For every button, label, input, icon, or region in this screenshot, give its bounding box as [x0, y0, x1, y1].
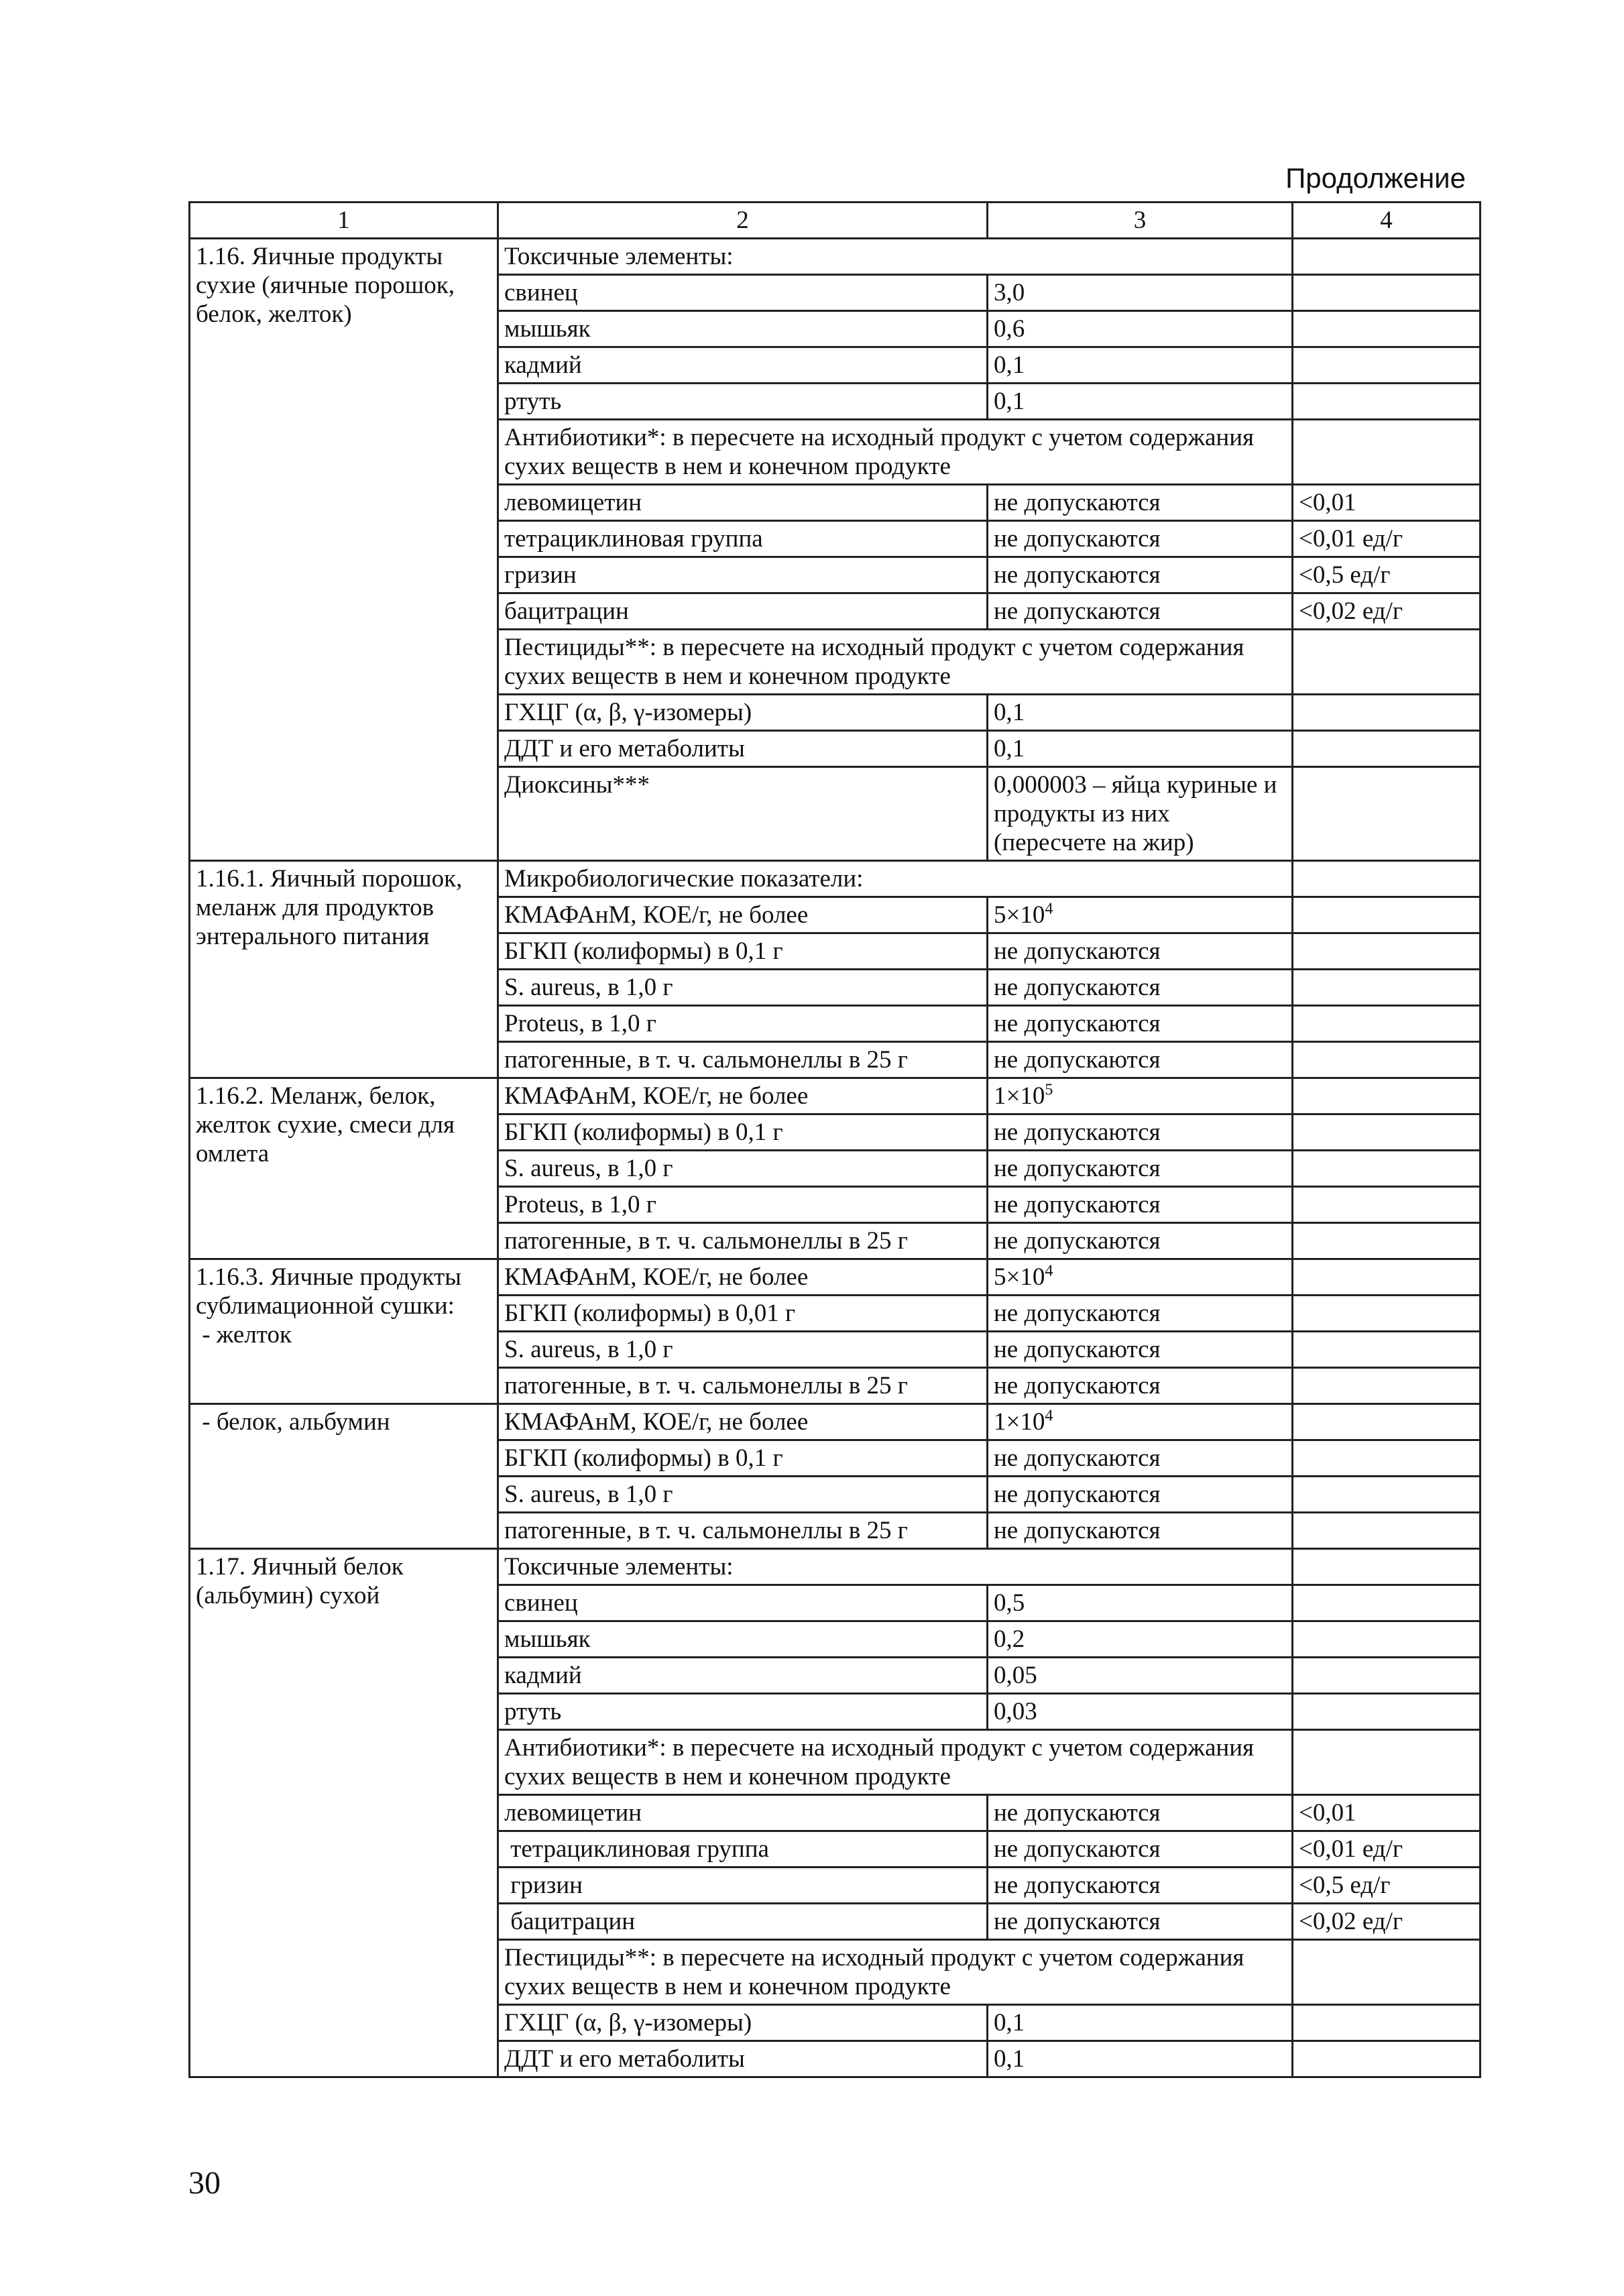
product-name-cell: - белок, альбумин: [190, 1404, 498, 1549]
exponent: 4: [1045, 1262, 1053, 1280]
note-cell: [1293, 1621, 1481, 1658]
note-cell: <0,02 ед/г: [1293, 593, 1481, 630]
section-heading-cell: Токсичные элементы:: [498, 239, 1293, 275]
section-heading-cell: Пестициды**: в пересчете на исходный продукт с учетом содержания сухих веществ в нем и конечном продукте: [498, 630, 1293, 695]
indicator-name-cell: КМАФАнМ, КОЕ/г, не более: [498, 1404, 988, 1440]
permissible-level-value: не допускаются: [994, 597, 1161, 625]
permissible-level-cell: [988, 1223, 1293, 1259]
permissible-level-value: 0,000003 – яйца куриные и продукты из них (пересчете на жир): [994, 771, 1277, 856]
table-row: [190, 1078, 1481, 1114]
permissible-level-value: 0,6: [994, 315, 1025, 343]
indicator-name-cell: тетрациклиновая группа: [498, 1831, 988, 1868]
section-heading-cell: Антибиотики*: в пересчете на исходный продукт с учетом содержания сухих веществ в нем и конечном продукте: [498, 420, 1293, 485]
permissible-level-cell: [988, 1831, 1293, 1868]
note-cell: [1293, 1404, 1481, 1440]
permissible-level-value: 1×10: [994, 1082, 1045, 1110]
permissible-level-value: не допускаются: [994, 1835, 1161, 1863]
column-number-row: [190, 203, 1481, 239]
indicator-name-cell: патогенные, в т. ч. сальмонеллы в 25 г: [498, 1042, 988, 1078]
note-cell: [1293, 767, 1481, 861]
indicator-name-cell: кадмий: [498, 1658, 988, 1694]
permissible-level-value: 1×10: [994, 1408, 1045, 1436]
indicator-name-cell: ДДТ и его метаболиты: [498, 731, 988, 767]
permissible-level-value: не допускаются: [994, 1372, 1161, 1399]
permissible-level-cell: [988, 1440, 1293, 1477]
permissible-level-cell: [988, 1795, 1293, 1831]
note-cell: [1293, 1513, 1481, 1549]
indicator-name-cell: ГХЦГ (α, β, γ-изомеры): [498, 2005, 988, 2041]
note-cell: <0,01 ед/г: [1293, 1831, 1481, 1868]
permissible-level-cell: [988, 1658, 1293, 1694]
norms-table: [188, 201, 1481, 2078]
note-cell: <0,5 ед/г: [1293, 557, 1481, 593]
section-row: [190, 1549, 1481, 1585]
permissible-level-value: не допускаются: [994, 1336, 1161, 1363]
indicator-name-cell: БГКП (колиформы) в 0,1 г: [498, 1114, 988, 1151]
indicator-name-cell: свинец: [498, 275, 988, 311]
note-cell: [1293, 311, 1481, 347]
note-cell: <0,01: [1293, 485, 1481, 521]
indicator-name-cell: ГХЦГ (α, β, γ-изомеры): [498, 695, 988, 731]
permissible-level-value: 0,03: [994, 1698, 1037, 1725]
section-heading-cell: Антибиотики*: в пересчете на исходный продукт с учетом содержания сухих веществ в нем и конечном продукте: [498, 1730, 1293, 1795]
exponent: 5: [1045, 1081, 1053, 1099]
permissible-level-cell: [988, 1332, 1293, 1368]
permissible-level-cell: [988, 593, 1293, 630]
note-cell: <0,01: [1293, 1795, 1481, 1831]
note-cell: [1293, 1332, 1481, 1368]
exponent: 4: [1045, 1407, 1053, 1425]
permissible-level-value: не допускаются: [994, 1118, 1161, 1146]
note-cell: <0,5 ед/г: [1293, 1868, 1481, 1904]
note-cell: [1293, 1694, 1481, 1730]
indicator-name-cell: S. aureus, в 1,0 г: [498, 1151, 988, 1187]
permissible-level-cell: [988, 347, 1293, 384]
indicator-name-cell: БГКП (колиформы) в 0,01 г: [498, 1296, 988, 1332]
permissible-level-cell: [988, 485, 1293, 521]
permissible-level-value: не допускаются: [994, 525, 1161, 553]
column-1-header: 1: [190, 203, 498, 239]
permissible-level-cell: [988, 1368, 1293, 1404]
note-cell: [1293, 1223, 1481, 1259]
permissible-level-value: не допускаются: [994, 1444, 1161, 1472]
permissible-level-value: 0,1: [994, 351, 1025, 379]
continuation-label: Продолжение: [1285, 162, 1466, 194]
permissible-level-cell: [988, 1404, 1293, 1440]
permissible-level-value: 0,1: [994, 2009, 1025, 2036]
product-name-cell: 1.16.3. Яичные продукты сублимационной сушки: - желток: [190, 1259, 498, 1404]
indicator-name-cell: свинец: [498, 1585, 988, 1621]
indicator-name-cell: ДДТ и его метаболиты: [498, 2041, 988, 2077]
permissible-level-value: не допускаются: [994, 1481, 1161, 1508]
permissible-level-cell: [988, 311, 1293, 347]
empty-note-cell: [1293, 1730, 1481, 1795]
note-cell: [1293, 1296, 1481, 1332]
column-2-header: 2: [498, 203, 988, 239]
permissible-level-value: 0,1: [994, 2045, 1025, 2073]
permissible-level-cell: [988, 897, 1293, 933]
table-row: [190, 1259, 1481, 1296]
permissible-level-value: не допускаются: [994, 1908, 1161, 1935]
permissible-level-cell: [988, 557, 1293, 593]
indicator-name-cell: ртуть: [498, 384, 988, 420]
indicator-name-cell: S. aureus, в 1,0 г: [498, 1332, 988, 1368]
indicator-name-cell: мышьяк: [498, 1621, 988, 1658]
permissible-level-cell: [988, 1513, 1293, 1549]
indicator-name-cell: Диоксины***: [498, 767, 988, 861]
permissible-level-cell: [988, 1296, 1293, 1332]
note-cell: <0,02 ед/г: [1293, 1904, 1481, 1940]
permissible-level-cell: [988, 933, 1293, 970]
note-cell: [1293, 970, 1481, 1006]
permissible-level-cell: [988, 1868, 1293, 1904]
note-cell: [1293, 1368, 1481, 1404]
note-cell: [1293, 1187, 1481, 1223]
permissible-level-cell: [988, 1114, 1293, 1151]
product-name-cell: 1.17. Яичный белок (альбумин) сухой: [190, 1549, 498, 2077]
indicator-name-cell: КМАФАнМ, КОЕ/г, не более: [498, 1078, 988, 1114]
indicator-name-cell: бацитрацин: [498, 593, 988, 630]
indicator-name-cell: S. aureus, в 1,0 г: [498, 1477, 988, 1513]
note-cell: [1293, 2005, 1481, 2041]
indicator-name-cell: кадмий: [498, 347, 988, 384]
permissible-level-value: 3,0: [994, 279, 1025, 306]
note-cell: [1293, 1042, 1481, 1078]
product-name-cell: 1.16. Яичные продукты сухие (яичные порошок, белок, желток): [190, 239, 498, 861]
permissible-level-cell: [988, 1477, 1293, 1513]
product-name-cell: 1.16.2. Меланж, белок, желток сухие, смеси для омлета: [190, 1078, 498, 1259]
indicator-name-cell: патогенные, в т. ч. сальмонеллы в 25 г: [498, 1513, 988, 1549]
permissible-level-value: 0,1: [994, 735, 1025, 762]
permissible-level-value: 0,2: [994, 1625, 1025, 1653]
permissible-level-cell: [988, 1585, 1293, 1621]
permissible-level-value: не допускаются: [994, 489, 1161, 516]
note-cell: [1293, 897, 1481, 933]
indicator-name-cell: левомицетин: [498, 1795, 988, 1831]
table-body: [190, 239, 1481, 2077]
indicator-name-cell: гризин: [498, 1868, 988, 1904]
page-number: 30: [188, 2165, 221, 2201]
permissible-level-value: не допускаются: [994, 1799, 1161, 1827]
indicator-name-cell: Proteus, в 1,0 г: [498, 1006, 988, 1042]
empty-note-cell: [1293, 861, 1481, 897]
indicator-name-cell: бацитрацин: [498, 1904, 988, 1940]
column-3-header: 3: [988, 203, 1293, 239]
section-heading-cell: Микробиологические показатели:: [498, 861, 1293, 897]
indicator-name-cell: БГКП (колиформы) в 0,1 г: [498, 933, 988, 970]
note-cell: [1293, 1440, 1481, 1477]
permissible-level-cell: [988, 1904, 1293, 1940]
permissible-level-cell: [988, 731, 1293, 767]
note-cell: [1293, 933, 1481, 970]
permissible-level-value: не допускаются: [994, 1046, 1161, 1074]
permissible-level-cell: [988, 1151, 1293, 1187]
column-4-header: 4: [1293, 203, 1481, 239]
note-cell: [1293, 1259, 1481, 1296]
product-name-cell: 1.16.1. Яичный порошок, меланж для продуктов энтерального питания: [190, 861, 498, 1078]
empty-note-cell: [1293, 1940, 1481, 2005]
permissible-level-value: 0,1: [994, 699, 1025, 726]
permissible-level-value: не допускаются: [994, 561, 1161, 589]
indicator-name-cell: КМАФАнМ, КОЕ/г, не более: [498, 897, 988, 933]
note-cell: [1293, 695, 1481, 731]
indicator-name-cell: тетрациклиновая группа: [498, 521, 988, 557]
permissible-level-cell: [988, 970, 1293, 1006]
indicator-name-cell: S. aureus, в 1,0 г: [498, 970, 988, 1006]
permissible-level-value: не допускаются: [994, 1300, 1161, 1327]
note-cell: [1293, 1658, 1481, 1694]
permissible-level-cell: [988, 1078, 1293, 1114]
permissible-level-value: 5×10: [994, 1263, 1045, 1291]
note-cell: [1293, 1477, 1481, 1513]
permissible-level-cell: [988, 275, 1293, 311]
indicator-name-cell: гризин: [498, 557, 988, 593]
permissible-level-value: не допускаются: [994, 1191, 1161, 1218]
permissible-level-cell: [988, 1006, 1293, 1042]
section-heading-cell: Пестициды**: в пересчете на исходный продукт с учетом содержания сухих веществ в нем и конечном продукте: [498, 1940, 1293, 2005]
note-cell: [1293, 347, 1481, 384]
permissible-level-value: 5×10: [994, 901, 1045, 929]
permissible-level-cell: [988, 2041, 1293, 2077]
permissible-level-cell: [988, 1259, 1293, 1296]
section-row: [190, 239, 1481, 275]
permissible-level-cell: [988, 1621, 1293, 1658]
permissible-level-cell: [988, 1187, 1293, 1223]
empty-note-cell: [1293, 239, 1481, 275]
permissible-level-cell: [988, 767, 1293, 861]
empty-note-cell: [1293, 1549, 1481, 1585]
indicator-name-cell: левомицетин: [498, 485, 988, 521]
permissible-level-value: не допускаются: [994, 1010, 1161, 1037]
section-heading-cell: Токсичные элементы:: [498, 1549, 1293, 1585]
indicator-name-cell: мышьяк: [498, 311, 988, 347]
empty-note-cell: [1293, 420, 1481, 485]
note-cell: [1293, 275, 1481, 311]
permissible-level-value: не допускаются: [994, 1227, 1161, 1255]
permissible-level-value: не допускаются: [994, 1872, 1161, 1899]
permissible-level-value: 0,05: [994, 1662, 1037, 1689]
note-cell: [1293, 1151, 1481, 1187]
permissible-level-cell: [988, 384, 1293, 420]
indicator-name-cell: патогенные, в т. ч. сальмонеллы в 25 г: [498, 1368, 988, 1404]
permissible-level-value: не допускаются: [994, 974, 1161, 1001]
note-cell: [1293, 1006, 1481, 1042]
note-cell: [1293, 1078, 1481, 1114]
indicator-name-cell: Proteus, в 1,0 г: [498, 1187, 988, 1223]
indicator-name-cell: БГКП (колиформы) в 0,1 г: [498, 1440, 988, 1477]
permissible-level-cell: [988, 521, 1293, 557]
note-cell: <0,01 ед/г: [1293, 521, 1481, 557]
note-cell: [1293, 731, 1481, 767]
empty-note-cell: [1293, 630, 1481, 695]
indicator-name-cell: ртуть: [498, 1694, 988, 1730]
permissible-level-cell: [988, 1694, 1293, 1730]
table-row: [190, 1404, 1481, 1440]
note-cell: [1293, 384, 1481, 420]
exponent: 4: [1045, 900, 1053, 918]
note-cell: [1293, 1114, 1481, 1151]
permissible-level-value: не допускаются: [994, 1155, 1161, 1182]
permissible-level-cell: [988, 695, 1293, 731]
permissible-level-value: 0,1: [994, 388, 1025, 415]
permissible-level-value: не допускаются: [994, 1517, 1161, 1544]
note-cell: [1293, 2041, 1481, 2077]
indicator-name-cell: патогенные, в т. ч. сальмонеллы в 25 г: [498, 1223, 988, 1259]
permissible-level-cell: [988, 1042, 1293, 1078]
indicator-name-cell: КМАФАнМ, КОЕ/г, не более: [498, 1259, 988, 1296]
section-row: [190, 861, 1481, 897]
permissible-level-value: не допускаются: [994, 937, 1161, 965]
permissible-level-value: 0,5: [994, 1589, 1025, 1617]
permissible-level-cell: [988, 2005, 1293, 2041]
note-cell: [1293, 1585, 1481, 1621]
